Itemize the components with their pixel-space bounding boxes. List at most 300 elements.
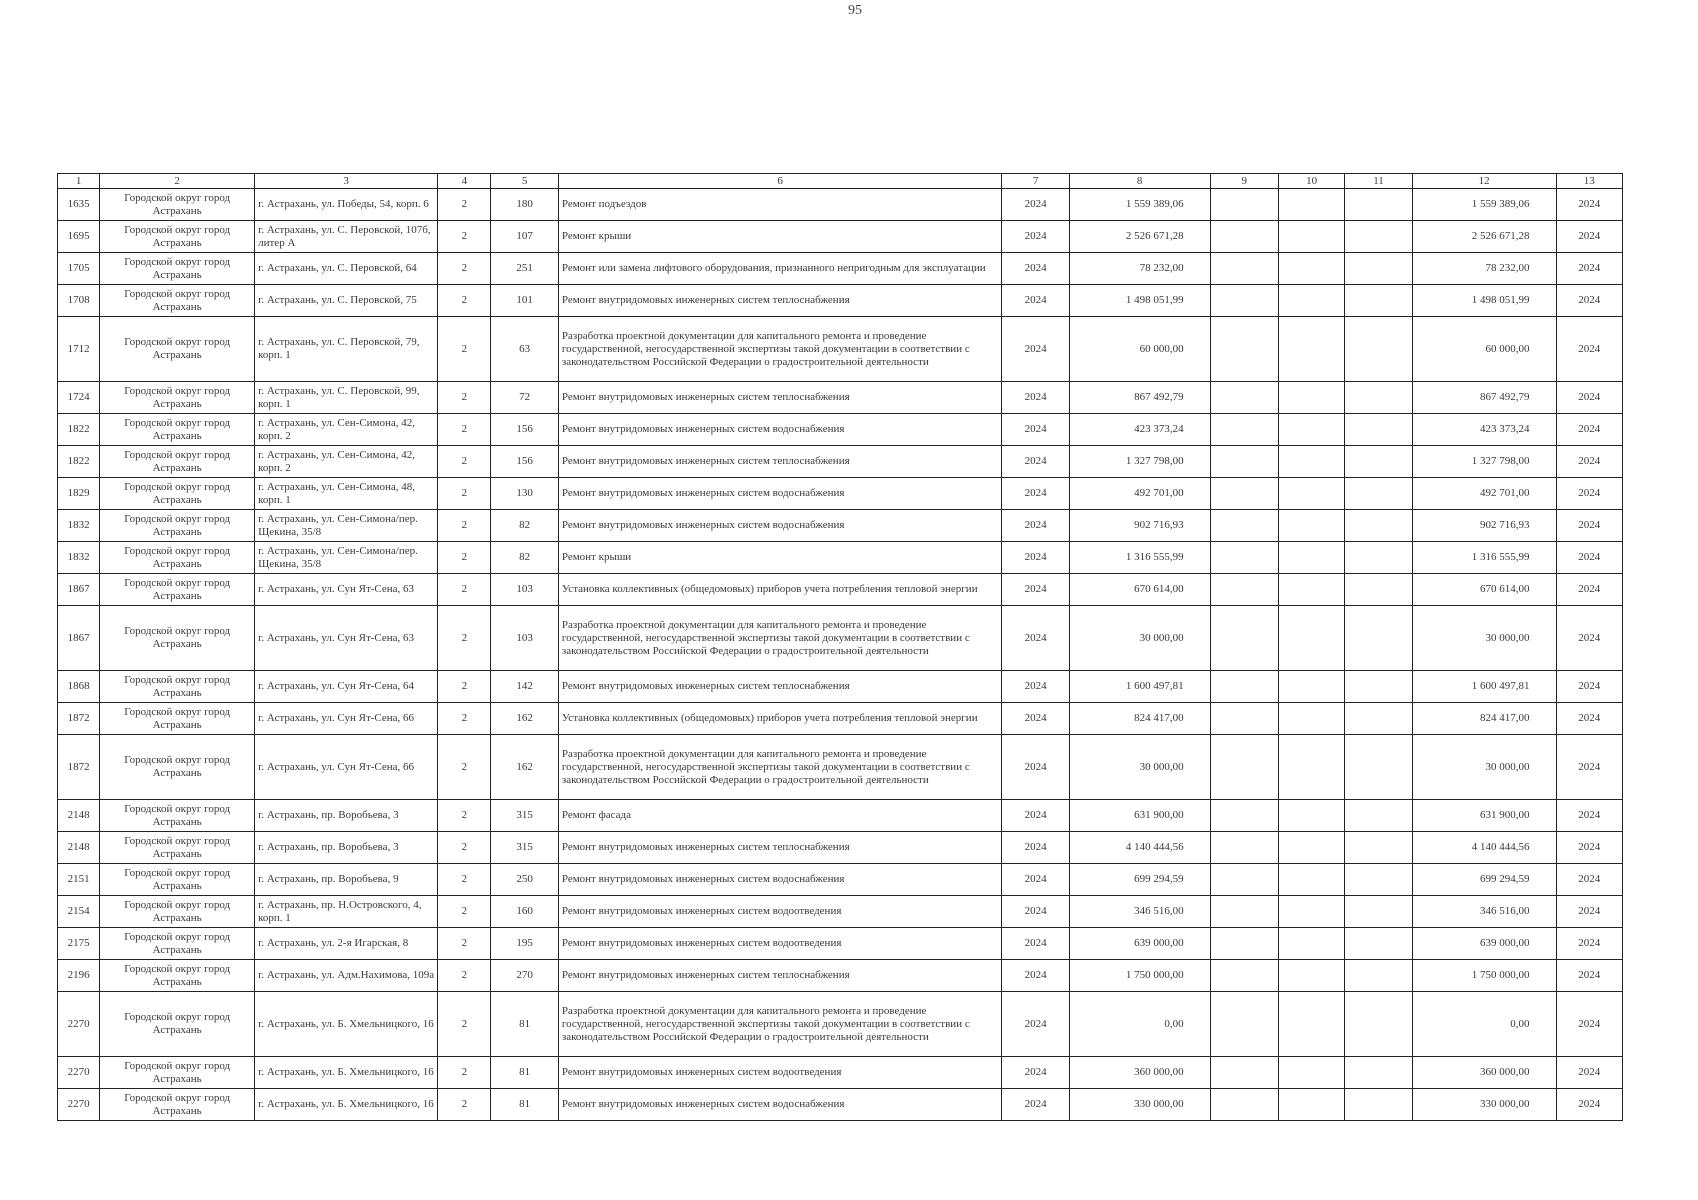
row-number-cell: 2148	[58, 800, 100, 832]
column-number-row	[58, 174, 1623, 189]
column-5-cell: 162	[491, 703, 558, 735]
column-4-cell: 2	[438, 574, 491, 606]
year-cell: 2024	[1002, 735, 1069, 800]
year-cell: 2024	[1002, 864, 1069, 896]
column-13-year-cell: 2024	[1556, 542, 1622, 574]
address-cell: г. Астрахань, ул. Сун Ят-Сена, 66	[255, 703, 438, 735]
address-cell: г. Астрахань, ул. Сун Ят-Сена, 64	[255, 671, 438, 703]
municipality-cell: Городской округ город Астрахань	[100, 414, 255, 446]
address-cell: г. Астрахань, ул. С. Перовской, 79, корп. 1	[255, 317, 438, 382]
column-13-year-cell: 2024	[1556, 446, 1622, 478]
table-row	[58, 510, 1623, 542]
column-12-cost-cell: 1 559 389,06	[1412, 189, 1556, 221]
column-5-cell: 270	[491, 960, 558, 992]
column-13-year-cell: 2024	[1556, 414, 1622, 446]
column-12-cost-cell: 0,00	[1412, 992, 1556, 1057]
address-cell: г. Астрахань, ул. С. Перовской, 64	[255, 253, 438, 285]
column-5-cell: 81	[491, 1089, 558, 1121]
column-10-cell	[1278, 189, 1344, 221]
municipality-cell: Городской округ город Астрахань	[100, 1089, 255, 1121]
address-cell: г. Астрахань, ул. 2-я Игарская, 8	[255, 928, 438, 960]
year-cell: 2024	[1002, 832, 1069, 864]
column-9-cell	[1210, 510, 1278, 542]
column-number-header: 4	[438, 174, 491, 189]
column-12-cost-cell: 2 526 671,28	[1412, 221, 1556, 253]
municipality-cell: Городской округ город Астрахань	[100, 896, 255, 928]
year-cell: 2024	[1002, 542, 1069, 574]
row-number-cell: 1822	[58, 414, 100, 446]
table-row	[58, 1057, 1623, 1089]
column-4-cell: 2	[438, 832, 491, 864]
column-12-cost-cell: 670 614,00	[1412, 574, 1556, 606]
column-12-cost-cell: 30 000,00	[1412, 735, 1556, 800]
work-type-cell: Установка коллективных (общедомовых) приборов учета потребления тепловой энергии	[558, 703, 1002, 735]
column-13-year-cell: 2024	[1556, 864, 1622, 896]
total-cost-cell: 30 000,00	[1069, 606, 1210, 671]
column-4-cell: 2	[438, 221, 491, 253]
row-number-cell: 2270	[58, 1057, 100, 1089]
column-4-cell: 2	[438, 478, 491, 510]
year-cell: 2024	[1002, 253, 1069, 285]
column-5-cell: 315	[491, 832, 558, 864]
address-cell: г. Астрахань, ул. Сен-Симона, 42, корп. 2	[255, 446, 438, 478]
column-9-cell	[1210, 317, 1278, 382]
column-5-cell: 156	[491, 414, 558, 446]
column-10-cell	[1278, 703, 1344, 735]
column-9-cell	[1210, 1057, 1278, 1089]
column-13-year-cell: 2024	[1556, 606, 1622, 671]
total-cost-cell: 330 000,00	[1069, 1089, 1210, 1121]
column-10-cell	[1278, 446, 1344, 478]
table-row	[58, 446, 1623, 478]
column-10-cell	[1278, 832, 1344, 864]
address-cell: г. Астрахань, ул. Сун Ят-Сена, 63	[255, 574, 438, 606]
column-12-cost-cell: 631 900,00	[1412, 800, 1556, 832]
municipality-cell: Городской округ город Астрахань	[100, 800, 255, 832]
column-10-cell	[1278, 478, 1344, 510]
column-11-cell	[1345, 510, 1412, 542]
row-number-cell: 2148	[58, 832, 100, 864]
municipality-cell: Городской округ город Астрахань	[100, 832, 255, 864]
column-4-cell: 2	[438, 253, 491, 285]
total-cost-cell: 639 000,00	[1069, 928, 1210, 960]
column-9-cell	[1210, 735, 1278, 800]
column-4-cell: 2	[438, 510, 491, 542]
address-cell: г. Астрахань, ул. Адм.Нахимова, 109а	[255, 960, 438, 992]
row-number-cell: 1724	[58, 382, 100, 414]
column-9-cell	[1210, 478, 1278, 510]
total-cost-cell: 2 526 671,28	[1069, 221, 1210, 253]
total-cost-cell: 1 750 000,00	[1069, 960, 1210, 992]
column-13-year-cell: 2024	[1556, 896, 1622, 928]
column-10-cell	[1278, 317, 1344, 382]
column-4-cell: 2	[438, 864, 491, 896]
address-cell: г. Астрахань, пр. Воробьева, 3	[255, 800, 438, 832]
column-12-cost-cell: 699 294,59	[1412, 864, 1556, 896]
total-cost-cell: 0,00	[1069, 992, 1210, 1057]
column-5-cell: 103	[491, 574, 558, 606]
address-cell: г. Астрахань, ул. Победы, 54, корп. 6	[255, 189, 438, 221]
table-row	[58, 928, 1623, 960]
capital-repair-table	[57, 173, 1623, 1121]
year-cell: 2024	[1002, 414, 1069, 446]
column-12-cost-cell: 1 750 000,00	[1412, 960, 1556, 992]
total-cost-cell: 360 000,00	[1069, 1057, 1210, 1089]
column-9-cell	[1210, 896, 1278, 928]
total-cost-cell: 1 600 497,81	[1069, 671, 1210, 703]
address-cell: г. Астрахань, ул. С. Перовской, 107б, литер А	[255, 221, 438, 253]
column-11-cell	[1345, 446, 1412, 478]
address-cell: г. Астрахань, ул. Б. Хмельницкого, 16	[255, 1089, 438, 1121]
municipality-cell: Городской округ город Астрахань	[100, 574, 255, 606]
total-cost-cell: 1 498 051,99	[1069, 285, 1210, 317]
total-cost-cell: 4 140 444,56	[1069, 832, 1210, 864]
row-number-cell: 2175	[58, 928, 100, 960]
total-cost-cell: 492 701,00	[1069, 478, 1210, 510]
column-9-cell	[1210, 285, 1278, 317]
year-cell: 2024	[1002, 1057, 1069, 1089]
column-number-header: 2	[100, 174, 255, 189]
column-11-cell	[1345, 896, 1412, 928]
column-5-cell: 160	[491, 896, 558, 928]
column-9-cell	[1210, 703, 1278, 735]
column-11-cell	[1345, 800, 1412, 832]
municipality-cell: Городской округ город Астрахань	[100, 221, 255, 253]
column-13-year-cell: 2024	[1556, 832, 1622, 864]
year-cell: 2024	[1002, 928, 1069, 960]
column-12-cost-cell: 1 498 051,99	[1412, 285, 1556, 317]
year-cell: 2024	[1002, 189, 1069, 221]
column-13-year-cell: 2024	[1556, 992, 1622, 1057]
address-cell: г. Астрахань, ул. Б. Хмельницкого, 16	[255, 1057, 438, 1089]
column-11-cell	[1345, 735, 1412, 800]
column-13-year-cell: 2024	[1556, 221, 1622, 253]
table-row	[58, 478, 1623, 510]
work-type-cell: Ремонт внутридомовых инженерных систем водоснабжения	[558, 478, 1002, 510]
column-11-cell	[1345, 221, 1412, 253]
table-row	[58, 574, 1623, 606]
row-number-cell: 1832	[58, 542, 100, 574]
row-number-cell: 1635	[58, 189, 100, 221]
address-cell: г. Астрахань, пр. Н.Островского, 4, корп. 1	[255, 896, 438, 928]
address-cell: г. Астрахань, ул. Сен-Симона/пер. Щекина, 35/8	[255, 542, 438, 574]
total-cost-cell: 346 516,00	[1069, 896, 1210, 928]
year-cell: 2024	[1002, 671, 1069, 703]
year-cell: 2024	[1002, 478, 1069, 510]
municipality-cell: Городской округ город Астрахань	[100, 671, 255, 703]
work-type-cell: Ремонт или замена лифтового оборудования, признанного непригодным для эксплуатации	[558, 253, 1002, 285]
column-11-cell	[1345, 382, 1412, 414]
column-4-cell: 2	[438, 1089, 491, 1121]
column-5-cell: 142	[491, 671, 558, 703]
row-number-cell: 2270	[58, 992, 100, 1057]
total-cost-cell: 78 232,00	[1069, 253, 1210, 285]
column-4-cell: 2	[438, 800, 491, 832]
column-10-cell	[1278, 606, 1344, 671]
total-cost-cell: 902 716,93	[1069, 510, 1210, 542]
column-4-cell: 2	[438, 703, 491, 735]
column-4-cell: 2	[438, 735, 491, 800]
column-11-cell	[1345, 832, 1412, 864]
column-10-cell	[1278, 510, 1344, 542]
work-type-cell: Ремонт внутридомовых инженерных систем водоотведения	[558, 896, 1002, 928]
table-row	[58, 960, 1623, 992]
column-12-cost-cell: 346 516,00	[1412, 896, 1556, 928]
municipality-cell: Городской округ город Астрахань	[100, 446, 255, 478]
total-cost-cell: 60 000,00	[1069, 317, 1210, 382]
column-12-cost-cell: 30 000,00	[1412, 606, 1556, 671]
column-12-cost-cell: 1 316 555,99	[1412, 542, 1556, 574]
year-cell: 2024	[1002, 703, 1069, 735]
column-4-cell: 2	[438, 317, 491, 382]
column-number-header: 7	[1002, 174, 1069, 189]
column-5-cell: 107	[491, 221, 558, 253]
table-row	[58, 285, 1623, 317]
column-9-cell	[1210, 800, 1278, 832]
table-row	[58, 606, 1623, 671]
municipality-cell: Городской округ город Астрахань	[100, 928, 255, 960]
column-5-cell: 315	[491, 800, 558, 832]
total-cost-cell: 1 327 798,00	[1069, 446, 1210, 478]
table-row	[58, 1089, 1623, 1121]
row-number-cell: 2151	[58, 864, 100, 896]
year-cell: 2024	[1002, 510, 1069, 542]
table-row	[58, 992, 1623, 1057]
total-cost-cell: 30 000,00	[1069, 735, 1210, 800]
municipality-cell: Городской округ город Астрахань	[100, 864, 255, 896]
column-10-cell	[1278, 285, 1344, 317]
column-5-cell: 81	[491, 992, 558, 1057]
municipality-cell: Городской округ город Астрахань	[100, 382, 255, 414]
column-9-cell	[1210, 253, 1278, 285]
year-cell: 2024	[1002, 800, 1069, 832]
table-row	[58, 542, 1623, 574]
municipality-cell: Городской округ город Астрахань	[100, 703, 255, 735]
work-type-cell: Разработка проектной документации для капитального ремонта и проведение государственной, негосударственной экспертизы такой документации в соответствии с законодательством Российской Федерации о градостроительной деятельности	[558, 735, 1002, 800]
work-type-cell: Ремонт фасада	[558, 800, 1002, 832]
row-number-cell: 1822	[58, 446, 100, 478]
column-number-header: 12	[1412, 174, 1556, 189]
column-4-cell: 2	[438, 671, 491, 703]
column-12-cost-cell: 867 492,79	[1412, 382, 1556, 414]
column-12-cost-cell: 330 000,00	[1412, 1089, 1556, 1121]
column-13-year-cell: 2024	[1556, 928, 1622, 960]
column-9-cell	[1210, 992, 1278, 1057]
work-type-cell: Разработка проектной документации для капитального ремонта и проведение государственной, негосударственной экспертизы такой документации в соответствии с законодательством Российской Федерации о градостроительной деятельности	[558, 992, 1002, 1057]
table-row	[58, 800, 1623, 832]
work-type-cell: Ремонт внутридомовых инженерных систем водоснабжения	[558, 510, 1002, 542]
column-4-cell: 2	[438, 1057, 491, 1089]
column-4-cell: 2	[438, 896, 491, 928]
municipality-cell: Городской округ город Астрахань	[100, 189, 255, 221]
year-cell: 2024	[1002, 992, 1069, 1057]
column-11-cell	[1345, 928, 1412, 960]
address-cell: г. Астрахань, ул. С. Перовской, 99, корп. 1	[255, 382, 438, 414]
column-number-header: 13	[1556, 174, 1622, 189]
municipality-cell: Городской округ город Астрахань	[100, 253, 255, 285]
column-10-cell	[1278, 414, 1344, 446]
row-number-cell: 2270	[58, 1089, 100, 1121]
column-11-cell	[1345, 574, 1412, 606]
column-9-cell	[1210, 542, 1278, 574]
address-cell: г. Астрахань, ул. Сен-Симона/пер. Щекина, 35/8	[255, 510, 438, 542]
total-cost-cell: 1 316 555,99	[1069, 542, 1210, 574]
column-5-cell: 130	[491, 478, 558, 510]
column-10-cell	[1278, 928, 1344, 960]
column-4-cell: 2	[438, 542, 491, 574]
column-13-year-cell: 2024	[1556, 1057, 1622, 1089]
column-10-cell	[1278, 864, 1344, 896]
column-10-cell	[1278, 1089, 1344, 1121]
page-number: 95	[848, 3, 862, 18]
column-5-cell: 81	[491, 1057, 558, 1089]
total-cost-cell: 867 492,79	[1069, 382, 1210, 414]
column-10-cell	[1278, 671, 1344, 703]
column-4-cell: 2	[438, 285, 491, 317]
municipality-cell: Городской округ город Астрахань	[100, 542, 255, 574]
column-11-cell	[1345, 1057, 1412, 1089]
table-row	[58, 317, 1623, 382]
municipality-cell: Городской округ город Астрахань	[100, 478, 255, 510]
column-9-cell	[1210, 189, 1278, 221]
work-type-cell: Ремонт внутридомовых инженерных систем теплоснабжения	[558, 382, 1002, 414]
work-type-cell: Разработка проектной документации для капитального ремонта и проведение государственной, негосударственной экспертизы такой документации в соответствии с законодательством Российской Федерации о градостроительной деятельности	[558, 317, 1002, 382]
column-4-cell: 2	[438, 928, 491, 960]
table-body	[58, 189, 1623, 1121]
work-type-cell: Установка коллективных (общедомовых) приборов учета потребления тепловой энергии	[558, 574, 1002, 606]
row-number-cell: 1872	[58, 703, 100, 735]
table-row	[58, 671, 1623, 703]
table-row	[58, 832, 1623, 864]
work-type-cell: Ремонт внутридомовых инженерных систем водоснабжения	[558, 864, 1002, 896]
column-9-cell	[1210, 832, 1278, 864]
work-type-cell: Ремонт внутридомовых инженерных систем теплоснабжения	[558, 832, 1002, 864]
total-cost-cell: 699 294,59	[1069, 864, 1210, 896]
column-number-header: 9	[1210, 174, 1278, 189]
column-4-cell: 2	[438, 414, 491, 446]
column-12-cost-cell: 4 140 444,56	[1412, 832, 1556, 864]
column-9-cell	[1210, 864, 1278, 896]
column-11-cell	[1345, 960, 1412, 992]
address-cell: г. Астрахань, ул. Сен-Симона, 48, корп. 1	[255, 478, 438, 510]
year-cell: 2024	[1002, 896, 1069, 928]
column-4-cell: 2	[438, 382, 491, 414]
column-5-cell: 156	[491, 446, 558, 478]
table-row	[58, 896, 1623, 928]
total-cost-cell: 670 614,00	[1069, 574, 1210, 606]
column-9-cell	[1210, 1089, 1278, 1121]
column-9-cell	[1210, 414, 1278, 446]
row-number-cell: 1712	[58, 317, 100, 382]
municipality-cell: Городской округ город Астрахань	[100, 606, 255, 671]
column-10-cell	[1278, 542, 1344, 574]
column-9-cell	[1210, 671, 1278, 703]
column-4-cell: 2	[438, 606, 491, 671]
column-13-year-cell: 2024	[1556, 800, 1622, 832]
column-13-year-cell: 2024	[1556, 382, 1622, 414]
row-number-cell: 1705	[58, 253, 100, 285]
total-cost-cell: 824 417,00	[1069, 703, 1210, 735]
work-type-cell: Ремонт крыши	[558, 542, 1002, 574]
column-12-cost-cell: 492 701,00	[1412, 478, 1556, 510]
column-5-cell: 251	[491, 253, 558, 285]
column-11-cell	[1345, 703, 1412, 735]
year-cell: 2024	[1002, 606, 1069, 671]
column-10-cell	[1278, 735, 1344, 800]
column-9-cell	[1210, 382, 1278, 414]
total-cost-cell: 631 900,00	[1069, 800, 1210, 832]
column-4-cell: 2	[438, 992, 491, 1057]
column-13-year-cell: 2024	[1556, 189, 1622, 221]
address-cell: г. Астрахань, ул. Б. Хмельницкого, 16	[255, 992, 438, 1057]
address-cell: г. Астрахань, ул. С. Перовской, 75	[255, 285, 438, 317]
row-number-cell: 1867	[58, 606, 100, 671]
work-type-cell: Ремонт внутридомовых инженерных систем водоснабжения	[558, 414, 1002, 446]
year-cell: 2024	[1002, 382, 1069, 414]
address-cell: г. Астрахань, ул. Сен-Симона, 42, корп. 2	[255, 414, 438, 446]
column-9-cell	[1210, 606, 1278, 671]
year-cell: 2024	[1002, 960, 1069, 992]
work-type-cell: Разработка проектной документации для капитального ремонта и проведение государственной, негосударственной экспертизы такой документации в соответствии с законодательством Российской Федерации о градостроительной деятельности	[558, 606, 1002, 671]
municipality-cell: Городской округ город Астрахань	[100, 317, 255, 382]
work-type-cell: Ремонт внутридомовых инженерных систем теплоснабжения	[558, 446, 1002, 478]
column-5-cell: 82	[491, 542, 558, 574]
work-type-cell: Ремонт внутридомовых инженерных систем водоотведения	[558, 1057, 1002, 1089]
work-type-cell: Ремонт подъездов	[558, 189, 1002, 221]
column-10-cell	[1278, 574, 1344, 606]
address-cell: г. Астрахань, ул. Сун Ят-Сена, 63	[255, 606, 438, 671]
column-5-cell: 101	[491, 285, 558, 317]
column-11-cell	[1345, 253, 1412, 285]
column-10-cell	[1278, 960, 1344, 992]
column-11-cell	[1345, 317, 1412, 382]
column-5-cell: 63	[491, 317, 558, 382]
work-type-cell: Ремонт крыши	[558, 221, 1002, 253]
column-5-cell: 162	[491, 735, 558, 800]
column-5-cell: 103	[491, 606, 558, 671]
column-5-cell: 180	[491, 189, 558, 221]
column-11-cell	[1345, 189, 1412, 221]
column-13-year-cell: 2024	[1556, 1089, 1622, 1121]
row-number-cell: 2196	[58, 960, 100, 992]
column-11-cell	[1345, 414, 1412, 446]
column-number-header: 6	[558, 174, 1002, 189]
column-13-year-cell: 2024	[1556, 703, 1622, 735]
column-4-cell: 2	[438, 960, 491, 992]
column-4-cell: 2	[438, 446, 491, 478]
column-13-year-cell: 2024	[1556, 735, 1622, 800]
column-number-header: 10	[1278, 174, 1344, 189]
column-number-header: 5	[491, 174, 558, 189]
table-row	[58, 735, 1623, 800]
row-number-cell: 1872	[58, 735, 100, 800]
table-row	[58, 189, 1623, 221]
column-5-cell: 72	[491, 382, 558, 414]
column-9-cell	[1210, 928, 1278, 960]
municipality-cell: Городской округ город Астрахань	[100, 735, 255, 800]
column-11-cell	[1345, 606, 1412, 671]
column-10-cell	[1278, 800, 1344, 832]
column-5-cell: 195	[491, 928, 558, 960]
column-number-header: 3	[255, 174, 438, 189]
total-cost-cell: 423 373,24	[1069, 414, 1210, 446]
year-cell: 2024	[1002, 1089, 1069, 1121]
column-11-cell	[1345, 478, 1412, 510]
year-cell: 2024	[1002, 317, 1069, 382]
work-type-cell: Ремонт внутридомовых инженерных систем теплоснабжения	[558, 671, 1002, 703]
row-number-cell: 1695	[58, 221, 100, 253]
address-cell: г. Астрахань, пр. Воробьева, 9	[255, 864, 438, 896]
